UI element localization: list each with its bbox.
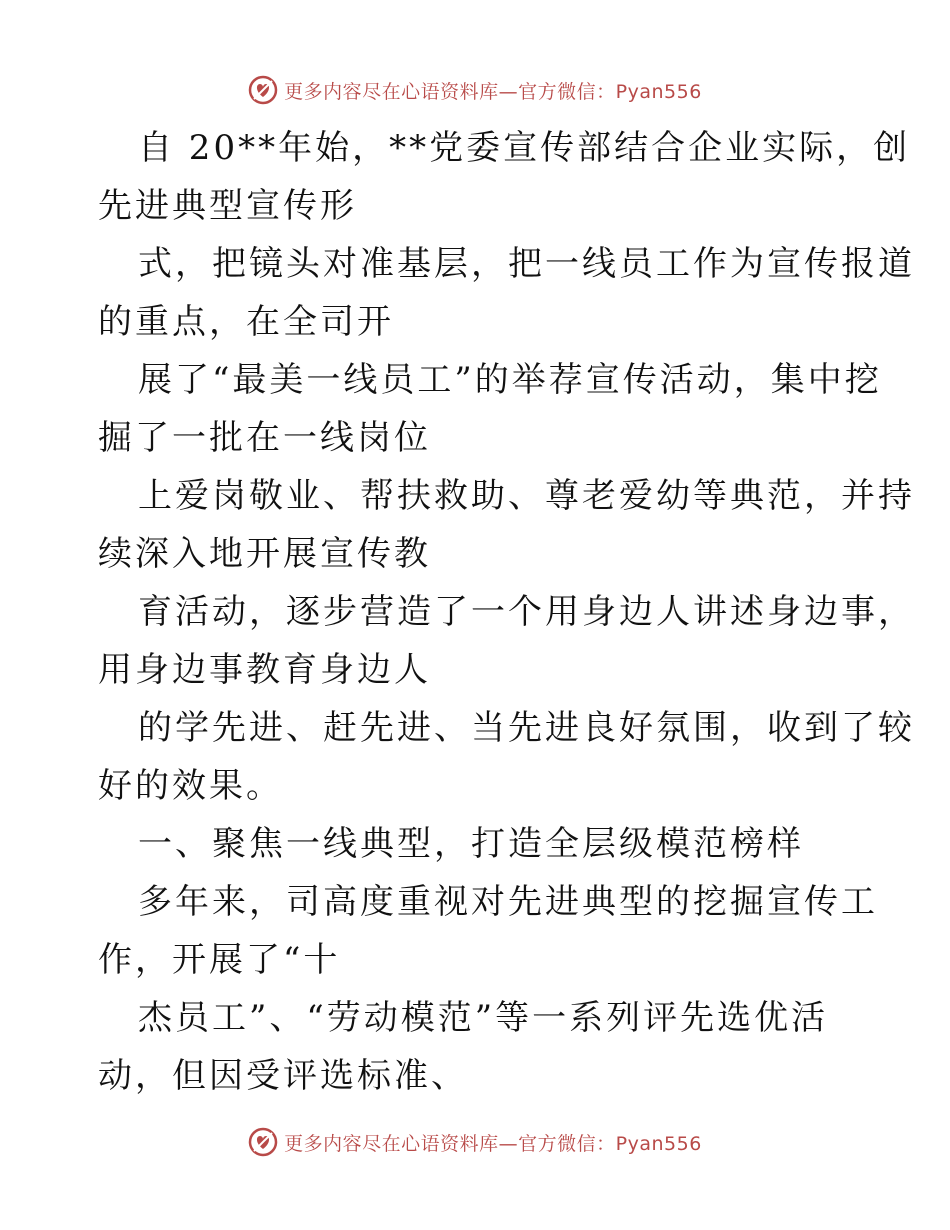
footer-watermark [0, 1122, 950, 1162]
header-watermark [0, 70, 950, 110]
heart-logo-icon [248, 75, 278, 105]
paragraph-line: 的重点，在全司开 [98, 302, 394, 342]
paragraph-line: 好的效果。 [98, 766, 283, 806]
section-heading: 一、聚焦一线典型，打造全层级模范榜样 [138, 824, 804, 864]
paragraph-line: 用身边事教育身边人 [98, 650, 431, 690]
watermark-text: 更多内容尽在心语资料库—官方微信：Pyan556 [284, 1132, 702, 1155]
paragraph-line: 多年来，司高度重视对先进典型的挖掘宣传工 [138, 882, 878, 922]
paragraph-line: 的学先进、赶先进、当先进良好氛围，收到了较 [138, 708, 915, 748]
watermark-text: 更多内容尽在心语资料库—官方微信：Pyan556 [284, 80, 702, 103]
paragraph-line: 上爱岗敬业、帮扶救助、尊老爱幼等典范，并持 [138, 476, 915, 516]
paragraph-line: 作，开展了“十 [98, 940, 341, 980]
paragraph-line: 杰员工”、“劳动模范”等一系列评先选优活 [138, 998, 829, 1038]
paragraph-line: 动，但因受评选标准、 [98, 1056, 468, 1096]
paragraph-line: 育活动，逐步营造了一个用身边人讲述身边事， [138, 592, 915, 632]
paragraph-line: 式，把镜头对准基层，把一线员工作为宣传报道 [138, 244, 915, 284]
heart-logo-icon [248, 1127, 278, 1157]
paragraph-line: 展了“最美一线员工”的举荐宣传活动，集中挖 [138, 360, 882, 400]
paragraph-line: 自 20**年始，**党委宣传部结合企业实际，创 [138, 128, 911, 168]
paragraph-line: 掘了一批在一线岗位 [98, 418, 431, 458]
paragraph-line: 续深入地开展宣传教 [98, 534, 431, 574]
paragraph-line: 先进典型宣传形 [98, 186, 357, 226]
